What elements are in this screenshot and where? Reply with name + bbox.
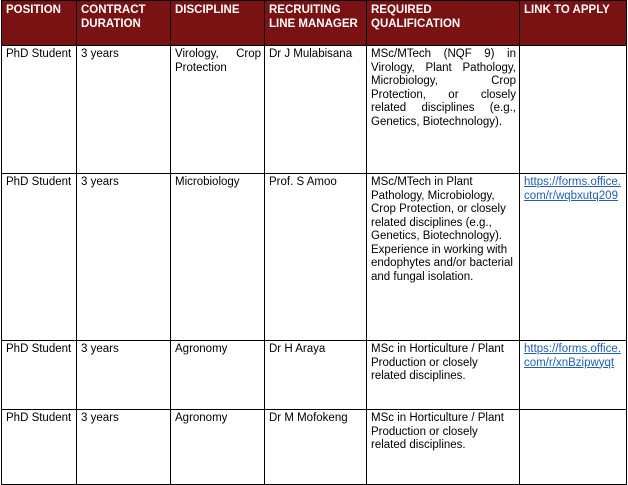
cell-position: PhD Student xyxy=(2,46,77,174)
cell-discipline: Agronomy xyxy=(171,410,265,485)
cell-recruiting-line-manager: Dr J Mulabisana xyxy=(265,46,367,174)
table-header-row xyxy=(2,1,627,46)
cell-contract-duration: 3 years xyxy=(77,174,171,341)
cell-discipline: Agronomy xyxy=(171,341,265,410)
cell-position: PhD Student xyxy=(2,341,77,410)
cell-contract-duration: 3 years xyxy=(77,46,171,174)
cell-position: PhD Student xyxy=(2,174,77,341)
header-contract-duration: CONTRACT DURATION xyxy=(77,1,171,46)
table-row xyxy=(2,410,627,485)
cell-required-qualification: MSc in Horticulture / Plant Production or closely related disciplines. xyxy=(367,341,520,410)
cell-discipline: Microbiology xyxy=(171,174,265,341)
cell-link-to-apply xyxy=(520,410,627,485)
table-row xyxy=(2,174,627,341)
table-row xyxy=(2,341,627,410)
header-link-to-apply: LINK TO APPLY xyxy=(520,1,627,46)
header-discipline: DISCIPLINE xyxy=(171,1,265,46)
cell-required-qualification: MSc in Horticulture / Plant Production or closely related disciplines. xyxy=(367,410,520,485)
cell-required-qualification: MSc/MTech (NQF 9) in Virology, Plant Pathology, Microbiology, Crop Protection, or closely related disciplines (e.g., Genetics, Biotechnology). xyxy=(367,46,520,174)
cell-link-to-apply xyxy=(520,341,627,410)
cell-recruiting-line-manager: Prof. S Amoo xyxy=(265,174,367,341)
cell-recruiting-line-manager: Dr M Mofokeng xyxy=(265,410,367,485)
apply-link[interactable]: https://forms.office.com/r/wqbxutq209 xyxy=(524,176,621,202)
table-row xyxy=(2,46,627,174)
cell-position: PhD Student xyxy=(2,410,77,485)
apply-link[interactable]: https://forms.office.com/r/xnBzipwyqt xyxy=(524,343,621,369)
header-required-qualification: REQUIRED QUALIFICATION xyxy=(367,1,520,46)
cell-contract-duration: 3 years xyxy=(77,410,171,485)
cell-required-qualification: MSc/MTech in Plant Pathology, Microbiology, Crop Protection, or closely related disciplines (e.g., Genetics, Biotechnology). Experience in working with endophytes and/or bacterial and fungal isolation. xyxy=(367,174,520,341)
header-recruiting-line-manager: RECRUITING LINE MANAGER xyxy=(265,1,367,46)
cell-discipline: Virology, Crop Protection xyxy=(171,46,265,174)
cell-contract-duration: 3 years xyxy=(77,341,171,410)
cell-link-to-apply xyxy=(520,174,627,341)
header-position: POSITION xyxy=(2,1,77,46)
cell-recruiting-line-manager: Dr H Araya xyxy=(265,341,367,410)
cell-link-to-apply xyxy=(520,46,627,174)
positions-table xyxy=(1,0,627,485)
